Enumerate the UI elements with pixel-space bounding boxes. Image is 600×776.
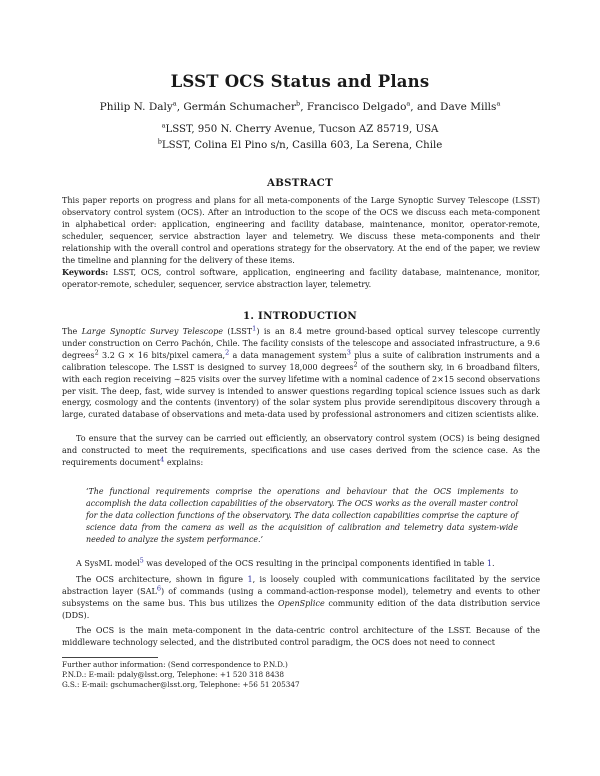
paper-title: LSST OCS Status and Plans <box>170 72 430 91</box>
text-run: . <box>491 559 495 568</box>
block-quote: ‘The functional requirements comprise the operations and behaviour that the OCS implements to accomplish the data collection capabilities of the observatory. The OCS works as the overall master control for the data collection functions of the observatory. The data collection capabilities comprise the capture of science data from the camera as well as the acquisition of calibration and telemetry data system-wide needed to analyze the system performance.’ <box>86 487 518 544</box>
author-separator: , <box>176 101 184 113</box>
author-name: Germán Schumacher <box>183 101 297 113</box>
affiliation-marker: b <box>157 137 162 146</box>
text-run: The <box>62 327 82 336</box>
keywords <box>62 267 540 291</box>
author-separator: , and <box>410 101 441 113</box>
text-run: was developed of the OCS resulting in the principal components identified in table <box>143 559 487 568</box>
text-run: explains: <box>164 457 204 467</box>
paragraph: The OCS is the main meta-component in the data-centric control architecture of the LSST. Because of the middleware technology selected, and the distributed control paradigm, the OCS does not need to connect <box>62 626 540 647</box>
text-run: of the southern sky, in 6 broadband filters, with each region receiving ∼825 visits over the survey lifetime with a nominal cadence of 2×15 second observations per visit. The deep, fast, wide survey is intended to answer questions regarding topical science issues such as dark energy, cosmology and the contents (inventory) of the solar system plus provide serendipitous discovery through a large, curated database of observations and meta-data used by professional astronomers and citizen scientists alike. <box>62 362 540 420</box>
affiliation <box>0 121 600 135</box>
affiliation-marker: a <box>172 99 177 108</box>
affiliation-text: LSST, 950 N. Cherry Avenue, Tucson AZ 85719, USA <box>165 124 439 135</box>
citation-link[interactable]: 2 <box>225 348 230 357</box>
text-run: community edition of the data distribution service (DDS). <box>62 598 540 620</box>
affiliation-marker: b <box>296 99 301 108</box>
author-list <box>0 101 600 113</box>
author-name: Francisco Delgado <box>306 101 407 113</box>
text-run: plus a suite of calibration instruments and a calibration telescope. The LSST is designed to survey 18,000 degrees <box>62 350 540 372</box>
paragraph <box>62 558 540 570</box>
citation-link[interactable]: 6 <box>156 584 161 593</box>
emphasis-text: Large Synoptic Survey Telescope <box>81 327 224 336</box>
text-run: (LSST <box>223 327 253 336</box>
citation-link[interactable]: 1 <box>252 324 257 333</box>
author-name: Dave Mills <box>440 101 497 113</box>
footnote-rule <box>62 657 158 658</box>
exponent: 2 <box>94 348 99 357</box>
affiliation-marker: a <box>496 99 501 108</box>
abstract-heading: ABSTRACT <box>267 177 333 189</box>
paragraph <box>62 326 540 421</box>
text-run: a data management system <box>229 350 347 360</box>
footnote: P.N.D.: E-mail: pdaly@lsst.org, Telephone: +1 520 318 8438 <box>62 670 284 679</box>
author-separator: , <box>300 101 307 113</box>
text-run: ) is an 8.4 metre ground-based optical survey telescope currently under construction on Cerro Pachón, Chile. The facility consists of the telescope and associated infrastructure, a 9.6 degrees <box>62 327 540 360</box>
paragraph <box>62 574 540 622</box>
author-name: Philip N. Daly <box>99 101 173 113</box>
affiliation <box>0 137 600 151</box>
text-run: ) of commands (using a command-action-response model), telemetry and events to other subsystems on the same bus. This bus utilizes the <box>62 586 541 608</box>
keywords-text: LSST, OCS, control software, application, engineering and facility database, maintenance, monitor, operator-remote, scheduler, sequencer, service abstraction layer, telemetry. <box>62 268 540 289</box>
affiliation-marker: a <box>161 121 166 130</box>
text-run: The OCS architecture, shown in figure <box>76 575 248 584</box>
emphasis-text: OpenSplice <box>277 598 325 608</box>
text-run: A SysML model <box>76 559 140 568</box>
text-run: 3.2 G × 16 bits/pixel camera, <box>98 350 226 360</box>
figure-reference-link[interactable]: 1 <box>247 575 253 584</box>
text-run: To ensure that the survey can be carried out efficiently, an observatory control system (OCS) is being designed and constructed to meet the requirements, specifications and use cases derived from the science case. As the requirements document <box>62 434 540 467</box>
citation-link[interactable]: 4 <box>160 455 165 464</box>
affiliation-marker: a <box>406 99 411 108</box>
citation-link[interactable]: 3 <box>346 348 351 357</box>
section-heading-introduction: 1. INTRODUCTION <box>242 310 358 322</box>
paragraph <box>62 433 540 469</box>
text-run: , is loosely coupled with communications facilitated by the service abstraction layer (SAL <box>62 575 540 596</box>
citation-link[interactable]: 5 <box>139 556 144 565</box>
exponent: 2 <box>353 360 358 369</box>
footnote: Further author information: (Send correspondence to P.N.D.) <box>62 660 288 669</box>
abstract-text: This paper reports on progress and plans for all meta-components of the Large Synoptic Survey Telescope (LSST) observatory control system (OCS). After an introduction to the scope of the OCS we discuss each meta-component in alphabetical order: application, engineering and facility database, maintenance, monitor, operator-remote, scheduler, sequencer, service abstraction layer and telemetry. We discuss these meta-components and their relationship with the overall control and operations strategy for the observatory. At the end of the paper, we review the timeline and planning for the delivery of these items. <box>62 196 540 265</box>
footnote: G.S.: E-mail: gschumacher@lsst.org, Telephone: +56 51 205347 <box>62 680 300 689</box>
affiliation-text: LSST, Colina El Pino s/n, Casilla 603, La Serena, Chile <box>161 140 443 151</box>
keywords-label: Keywords: <box>62 267 109 277</box>
table-reference-link[interactable]: 1 <box>486 559 492 568</box>
